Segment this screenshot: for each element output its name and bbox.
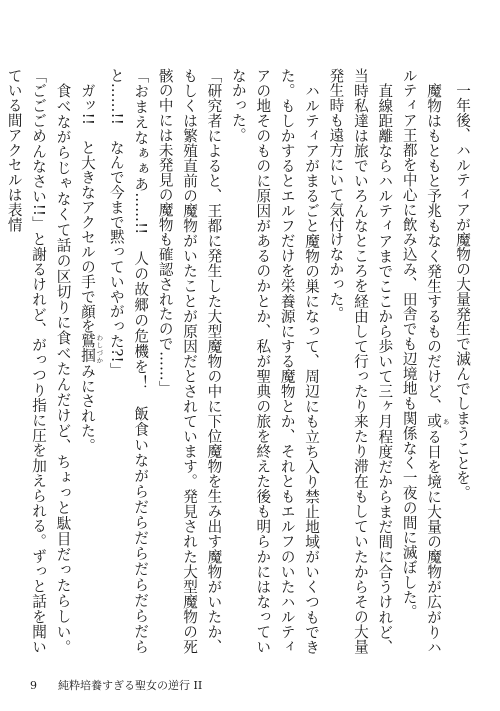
dialogue-line: 「研究者によると、王都に発生した大型魔物の中に下位魔物を生み出す魔物がいたか、もしくは繁殖直前の魔物がいたことが原因だとされています。発見された大型魔物の死骸の中には未発見の魔物も確認されたので……」 [156,68,223,654]
paragraph [75,68,104,654]
body-text [5,68,474,654]
ruby-base: 鷲掴 [78,333,96,364]
text-span: みにされた。 [78,363,96,453]
book-title: 純粋培養すぎる聖女の逆行 II [58,679,203,692]
ruby-annotation [78,333,104,364]
text-span: 魔物はもともと予兆もなく発生するものだけど、 [425,82,443,414]
ruby-reading: あ [441,413,450,429]
paragraph: 直線距離ならハルティアまでここから歩いて三ヶ月程度だからまだ間に合うけれど、当時私達は旅でいろんなところを経由して行ったり来たり滞在もしていたからその大量発生時も遠方にいて気付けなかった。 [327,68,394,654]
text-span: る日を境に大量の魔物が広がりハルティア王都を中心に飲み込み、田舎でも辺境地も関係なく一夜の間に滅ぼした。 [400,68,443,654]
page-footer [30,677,202,693]
dialogue-line: 「おまえなぁぁあ……!! 人の故郷の危機を！ 飯食いながらだらだらだらだらだらと……!! なんで今まで黙っていやがった?!」 [107,68,150,654]
ruby-base: 或 [425,413,443,429]
paragraph: ハルティアがまるごと魔物の巣になって、周辺にも立ち入り禁止地域がいくつもできた。もしかするとエルフだけを栄養源にする魔物とか、それともエルフのいたハルティアの地そのものに原因があるのかとか、私が聖典の旅を終えた後も明らかにはなっていなかった。 [229,68,321,654]
ruby-reading: わしづか [95,333,104,364]
text-span: ガッ!! と大きなアクセルの手で顔を [78,82,96,334]
paragraph: 一年後、ハルティアが魔物の大量発生で滅んでしまうことを。 [454,82,471,500]
paragraph [396,68,449,654]
ruby-annotation [425,413,450,429]
paragraph: 食べながらじゃなくて話の区切りに食べたんだけど、ちょっと駄目だったらしい。「ごごごめんなさい!!」と謝るけれど、がっつり指に圧を加えられる。ずっと話を聞いている間アクセルは表情 [5,68,72,654]
page-number: 9 [30,679,37,692]
